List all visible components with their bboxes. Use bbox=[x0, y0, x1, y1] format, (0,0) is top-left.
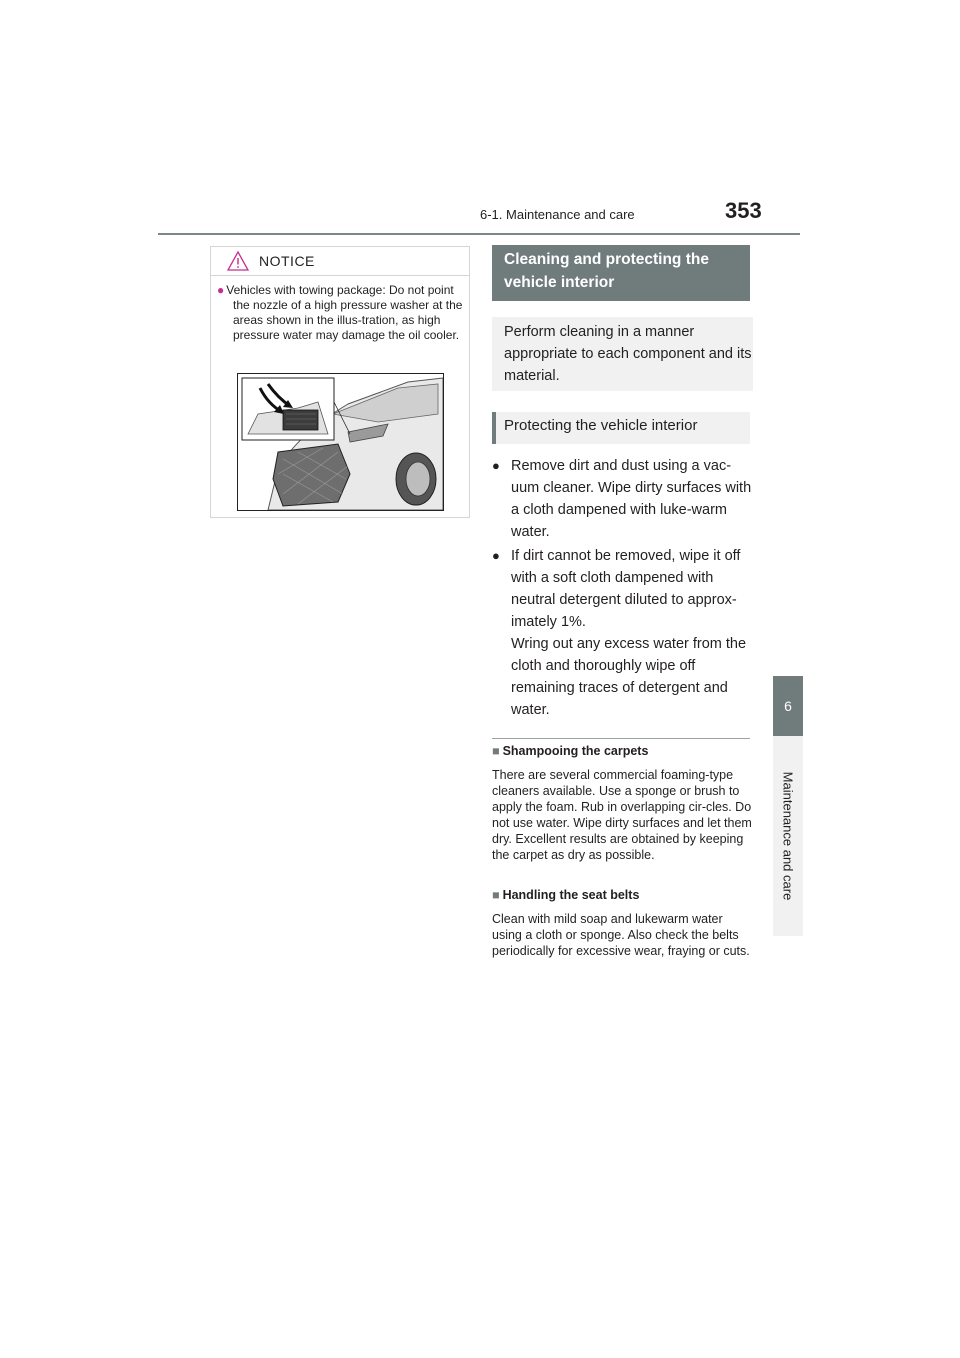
note-text-seat-belts: Clean with mild soap and lukewarm water using a cloth or sponge. Also check the belts periodically for excessive wear, fraying or cuts. bbox=[492, 912, 750, 958]
oil-cooler-illustration bbox=[237, 373, 444, 511]
running-header-section: 6-1. Maintenance and care bbox=[480, 207, 635, 222]
note-heading-seat-belts bbox=[492, 888, 639, 902]
bullet-icon: ● bbox=[492, 458, 500, 473]
note-text-carpets: There are several commercial foaming-type cleaners available. Use a sponge or brush to apply the foam. Rub in overlapping cir-cles. Do not use water. Wipe dirty surfaces and let them dry. Excellent results are obtained by keeping the carpet as dry as possible. bbox=[492, 768, 752, 862]
page-number: 353 bbox=[725, 198, 762, 223]
notice-body bbox=[217, 283, 463, 343]
list-item-continuation bbox=[492, 633, 754, 721]
vehicle-front-illustration bbox=[238, 374, 443, 510]
square-bullet-icon: ■ bbox=[492, 888, 500, 902]
notice-header bbox=[211, 247, 469, 276]
chapter-title: Maintenance and care bbox=[780, 771, 796, 901]
section-heading: Cleaning and protecting the vehicle interior bbox=[492, 245, 750, 301]
chapter-tab[interactable] bbox=[773, 676, 803, 736]
note-title: Shampooing the carpets bbox=[502, 744, 649, 758]
notice-box bbox=[210, 246, 470, 518]
note-title: Handling the seat belts bbox=[502, 888, 640, 902]
chapter-number: 6 bbox=[784, 698, 792, 714]
notice-bullet: ● bbox=[217, 283, 225, 297]
list-item bbox=[492, 455, 754, 543]
notice-text: Vehicles with towing package: Do not point the nozzle of a high pressure washer at the areas shown in the illus-tration, as high pressure water may damage the oil cooler. bbox=[226, 283, 463, 342]
square-bullet-icon: ■ bbox=[492, 744, 500, 758]
notes-divider bbox=[492, 738, 750, 739]
list-item-text: Wring out any excess water from the cloth and thoroughly wipe off remaining traces of detergent and water. bbox=[511, 636, 747, 718]
note-heading-carpets bbox=[492, 744, 648, 758]
warning-icon bbox=[227, 251, 249, 271]
bullet-icon: ● bbox=[492, 548, 500, 563]
list-item bbox=[492, 545, 754, 633]
header-divider bbox=[158, 233, 800, 235]
section-intro: Perform cleaning in a manner appropriate to each component and its material. bbox=[492, 317, 753, 391]
list-item-text: Remove dirt and dust using a vac-uum cleaner. Wipe dirty surfaces with a cloth dampened with luke-warm water. bbox=[511, 458, 752, 540]
list-item-text: If dirt cannot be removed, wipe it off with a soft cloth dampened with neutral detergent diluted to approx-imately 1%. bbox=[511, 548, 741, 630]
subsection-heading: Protecting the vehicle interior bbox=[492, 412, 750, 444]
notice-title: NOTICE bbox=[259, 253, 315, 269]
